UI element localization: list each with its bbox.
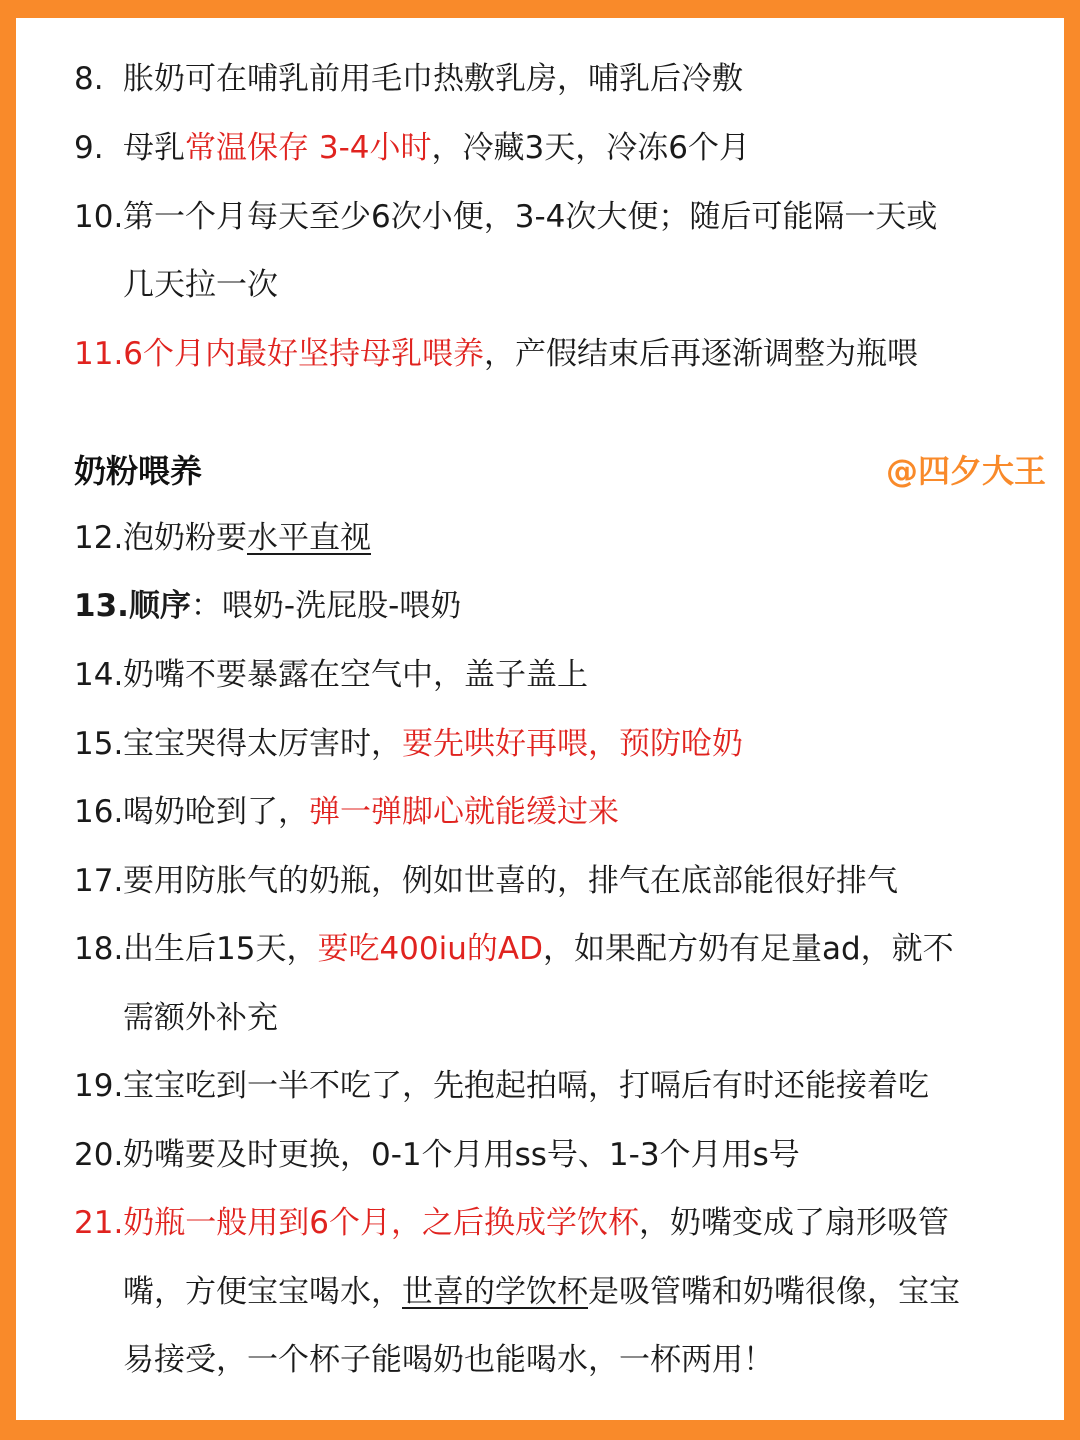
item-text: 易接受，一个杯子能喝奶也能喝水，一杯两用！ xyxy=(123,1342,774,1378)
highlight-text: 弹一弹脚心就能缓过来 xyxy=(309,794,619,830)
item-10 xyxy=(74,197,1034,237)
item-text: 母乳 xyxy=(123,130,185,166)
highlight-text: 11.6个月内最好坚持母乳喂养 xyxy=(74,336,485,372)
highlight-text: 要吃400iu的AD xyxy=(317,931,543,967)
highlight-text: 常温保存 3-4小时 xyxy=(185,130,432,166)
item-number: 10. xyxy=(74,199,124,235)
item-15 xyxy=(74,724,1034,764)
highlight-text: 21.奶瓶一般用到6个月，之后换成学饮杯 xyxy=(74,1205,640,1241)
item-21 xyxy=(74,1203,1034,1243)
item-text: ，奶嘴变成了扇形吸管 xyxy=(639,1205,950,1241)
item-8 xyxy=(74,59,1034,99)
item-text: 喝奶呛到了， xyxy=(123,794,309,830)
item-text: 奶嘴不要暴露在空气中，盖子盖上 xyxy=(123,657,588,693)
item-18-continued xyxy=(74,998,1034,1038)
item-number: 20. xyxy=(74,1137,124,1173)
item-text: 要用防胀气的奶瓶，例如世喜的，排气在底部能很好排气 xyxy=(123,863,898,899)
bold-text: 13.顺序 xyxy=(74,588,191,624)
item-number: 18. xyxy=(74,931,124,967)
author-watermark: @四夕大王 xyxy=(885,452,1046,490)
content-card xyxy=(16,18,1064,1420)
underlined-text: 世喜的学饮杯 xyxy=(402,1274,588,1310)
item-number: 17. xyxy=(74,863,124,899)
item-9 xyxy=(74,128,1034,168)
item-number: 8. xyxy=(74,61,104,97)
item-text: 需额外补充 xyxy=(123,1000,278,1036)
item-text: ，冷藏3天，冷冻6个月 xyxy=(431,130,750,166)
underlined-text: 水平直视 xyxy=(247,520,371,556)
item-text: 出生后15天， xyxy=(123,931,318,967)
item-text: ，产假结束后再逐渐调整为瓶喂 xyxy=(484,336,919,372)
item-number: 9. xyxy=(74,130,104,166)
item-number: 19. xyxy=(74,1068,124,1104)
item-text: 胀奶可在哺乳前用毛巾热敷乳房，哺乳后冷敷 xyxy=(123,61,743,97)
item-number: 16. xyxy=(74,794,124,830)
item-number: 14. xyxy=(74,657,124,693)
item-17 xyxy=(74,861,1034,901)
item-text: ，如果配方奶有足量ad，就不 xyxy=(542,931,954,967)
item-text: 宝宝哭得太厉害时， xyxy=(123,726,402,762)
item-13 xyxy=(74,586,1034,626)
item-10-continued xyxy=(74,265,1034,305)
item-text: ：喂奶-洗屁股-喂奶 xyxy=(190,588,462,624)
item-11 xyxy=(74,334,1034,374)
item-text: 几天拉一次 xyxy=(123,267,278,303)
item-14 xyxy=(74,655,1034,695)
item-number: 12. xyxy=(74,520,124,556)
item-number: 15. xyxy=(74,726,124,762)
item-20 xyxy=(74,1135,1034,1175)
highlight-text: 要先哄好再喂，预防呛奶 xyxy=(402,726,743,762)
section-title: 奶粉喂养 xyxy=(74,452,203,490)
item-text: 第一个月每天至少6次小便，3-4次大便；随后可能隔一天或 xyxy=(123,199,938,235)
item-text: 奶嘴要及时更换，0-1个月用ss号、1-3个月用s号 xyxy=(123,1137,800,1173)
item-text: 嘴，方便宝宝喝水， xyxy=(123,1274,402,1310)
item-text: 宝宝吃到一半不吃了，先抱起拍嗝，打嗝后有时还能接着吃 xyxy=(123,1068,929,1104)
item-text: 是吸管嘴和奶嘴很像，宝宝 xyxy=(588,1274,960,1310)
item-21-continued-2 xyxy=(74,1340,1034,1380)
item-21-continued xyxy=(74,1272,1034,1312)
item-text: 泡奶粉要 xyxy=(123,520,247,556)
item-18 xyxy=(74,929,1034,969)
item-12 xyxy=(74,518,1034,558)
item-16 xyxy=(74,792,1034,832)
item-19 xyxy=(74,1066,1034,1106)
